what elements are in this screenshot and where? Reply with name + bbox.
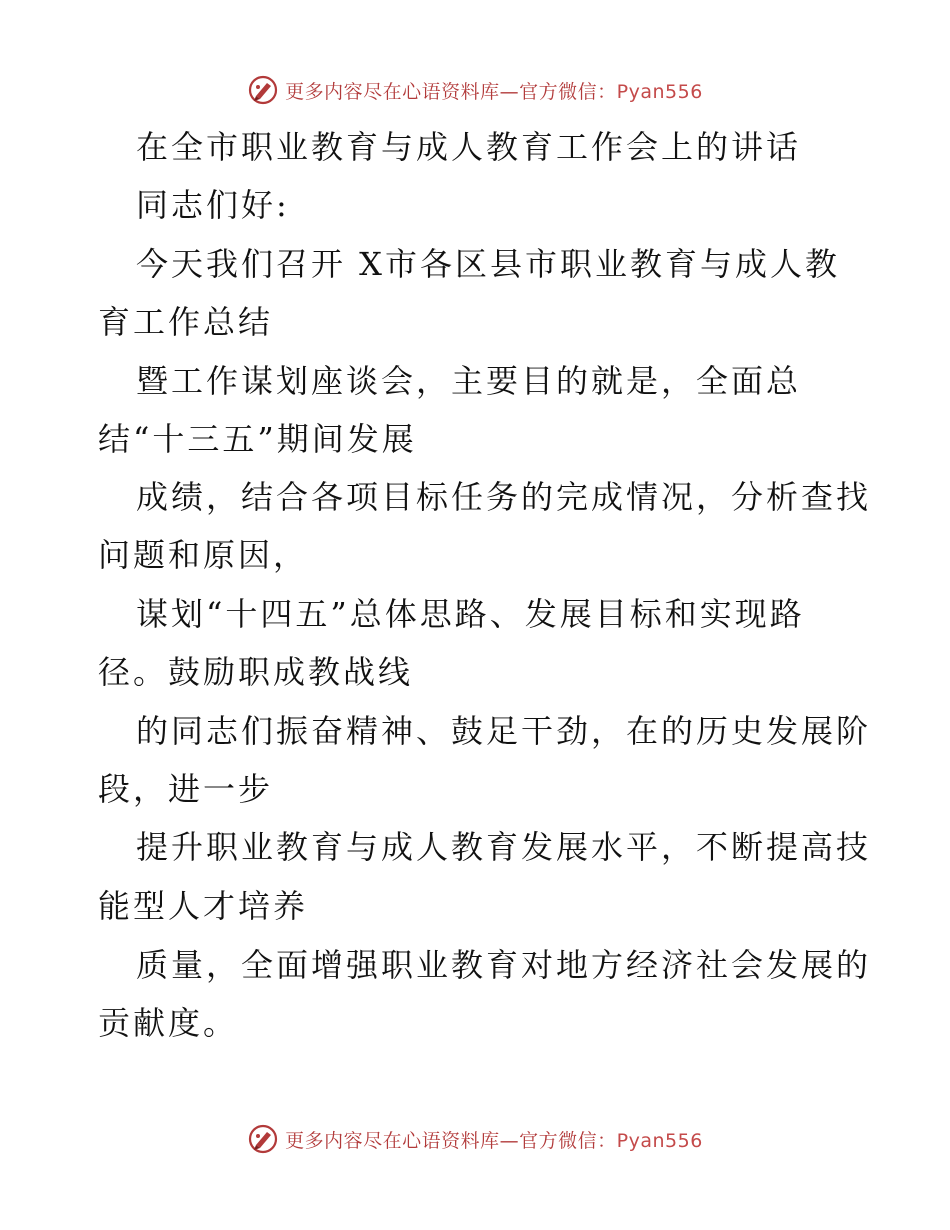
paragraph-line: 暨工作谋划座谈会，主要目的就是，全面总 [136,362,802,400]
header-banner-text [285,77,703,104]
header-banner-label: 更多内容尽在心语资料库—官方微信： [285,80,617,103]
pen-logo-icon [247,1123,279,1155]
paragraph-line: 质量，全面增强职业教育对地方经济社会发展的 [136,946,872,984]
paragraph-line: 能型人才培养 [98,887,309,925]
document-title: 在全市职业教育与成人教育工作会上的讲话 [136,128,802,166]
paragraph-line: 贡献度。 [98,1004,239,1042]
paragraph-line: 径。鼓励职成教战线 [98,653,414,691]
header-banner-wechat: Pyan556 [616,80,703,103]
greeting: 同志们好: [136,186,290,224]
paragraph-line: 问题和原因， [98,536,309,574]
footer-banner-label: 更多内容尽在心语资料库—官方微信： [285,1129,617,1152]
paragraph-line: 成绩，结合各项目标任务的完成情况，分析查找 [136,478,872,516]
paragraph-line: 提升职业教育与成人教育发展水平，不断提高技 [136,828,872,866]
paragraph-line: 谋划“十四五”总体思路、发展目标和实现路 [136,595,805,633]
paragraph-line: 结“十三五”期间发展 [98,420,417,458]
paragraph-line: 今天我们召开 X市各区县市职业教育与成人教 [136,245,840,283]
paragraph-line: 段，进一步 [98,770,274,808]
footer-banner-wechat: Pyan556 [616,1129,703,1152]
paragraph-line: 的同志们振奋精神、鼓足干劲，在的历史发展阶 [136,712,872,750]
footer-banner [0,1121,950,1157]
pen-logo-icon [247,74,279,106]
header-banner [0,72,950,108]
paragraph-line: 育工作总结 [98,303,274,341]
footer-banner-text [285,1126,703,1153]
